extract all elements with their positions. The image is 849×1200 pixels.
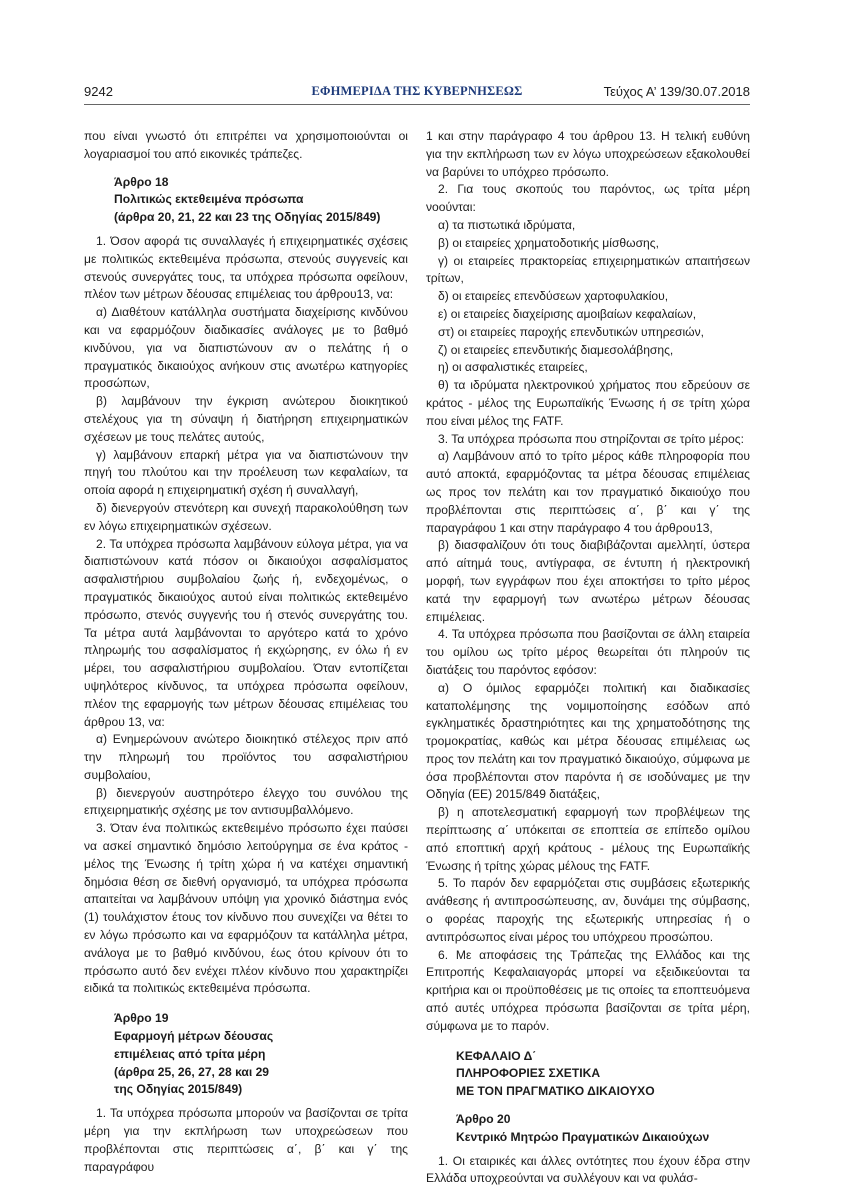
paragraph: α) Ο όμιλος εφαρμόζει πολιτική και διαδικασίες καταπολέμησης της νομιμοποίησης εσόδων από εγκληματικές δραστηριότητες και της χρηματοδότησης της τρομοκρατίας, καθώς και μέτρα δέουσας επιμέλειας ως προς τον πελάτη και τον πραγματικό δικαιούχο, σύμφωνα με όσα προβλέπονται στον παρόντα ή σε ισοδύναμες με την Οδηγία (ΕΕ) 2015/849 διατάξεις, bbox=[426, 680, 750, 802]
article-title: Άρθρο 20 bbox=[456, 1112, 511, 1127]
paragraph: α) Ενημερώνουν ανώτερο διοικητικό στέλεχος πριν από την πληρωμή του προϊόντος του ασφαλιστήριου συμβολαίου, bbox=[84, 732, 408, 782]
issue-reference: Τεύχος Α’ 139/30.07.2018 bbox=[603, 84, 750, 99]
article-subtitle-line: επιμέλειας από τρίτα μέρη bbox=[114, 1046, 266, 1061]
right-column bbox=[426, 128, 750, 1188]
list-item: γ) οι εταιρείες πρακτορείας επιχειρηματικών απαιτήσεων τρίτων, bbox=[426, 253, 750, 286]
paragraph: γ) λαμβάνουν επαρκή μέτρα για να διαπιστώνουν την πηγή του πλούτου και την προέλευση των κεφαλαίων, τα οποία αφορά η επιχειρηματική σχέση ή συναλλαγή, bbox=[84, 447, 408, 498]
paragraph: 3. Όταν ένα πολιτικώς εκτεθειμένο πρόσωπο έχει παύσει να ασκεί σημαντικό δημόσιο λειτούργημα σε ένα κράτος - μέλος της Ένωσης ή τρίτη χώρα ή να κατέχει σημαντική δημόσια θέση σε διεθνή οργανισμό, τα υπόχρεα πρόσωπα απαιτείται να λαμβάνουν υπόψη για χρονικό διάστημα ενός (1) τουλάχιστον έτους τον κίνδυνο που συνεχίζει να θέτει το εν λόγω πρόσωπο και να εφαρμόζουν τα κατάλληλα μέτρα, ανάλογα με το βαθμό κινδύνου, έως ότου κρίνουν ότι το πρόσωπο αυτό δεν ενέχει πλέον κίνδυνο που χαρακτηρίζει ειδικά τα πολιτικώς εκτεθειμένα πρόσωπα. bbox=[84, 821, 408, 996]
left-column bbox=[84, 128, 408, 1176]
paragraph: α) Λαμβάνουν από το τρίτο μέρος κάθε πληροφορία που αυτό αποκτά, εφαρμόζοντας τα μέτρα δέουσας επιμέλειας ως προς τον πελάτη και τον πραγματικό δικαιούχο που προβλέπονται στις περιπτώσεις α΄, β΄ και γ΄ της παραγράφου 1 και στην παράγραφο 4 του άρθρου13, bbox=[426, 449, 750, 535]
article-reference: (άρθρα 20, 21, 22 και 23 της Οδηγίας 2015/849) bbox=[114, 210, 381, 225]
list-item: α) τα πιστωτικά ιδρύματα, bbox=[438, 217, 576, 232]
article-subtitle: Πολιτικώς εκτεθειμένα πρόσωπα bbox=[114, 192, 304, 207]
article-subtitle: Κεντρικό Μητρώο Πραγματικών Δικαιούχων bbox=[456, 1129, 710, 1144]
chapter-title: ΚΕΦΑΛΑΙΟ Δ΄ bbox=[456, 1048, 537, 1063]
page-number: 9242 bbox=[84, 84, 113, 99]
chapter-subtitle-line: ΠΛΗΡΟΦΟΡΙΕΣ ΣΧΕΤΙΚΑ bbox=[456, 1066, 601, 1081]
article-18-heading bbox=[84, 174, 408, 227]
list-item: β) οι εταιρείες χρηματοδοτικής μίσθωσης, bbox=[438, 235, 659, 250]
header-rule bbox=[84, 104, 750, 105]
paragraph: β) η αποτελεσματική εφαρμογή των προβλέψεων της περίπτωσης α΄ υπόκειται σε εποπτεία σε επίπεδο ομίλου από εποπτική αρχή κράτους - μέλους της Ευρωπαϊκής Ένωσης ή τρίτης χώρας μέλους της FATF. bbox=[426, 805, 750, 873]
article-title: Άρθρο 18 bbox=[114, 174, 169, 189]
paragraph: 5. Το παρόν δεν εφαρμόζεται στις συμβάσεις εξωτερικής ανάθεσης ή αντιπροσώπευσης, αν, δυνάμει της σύμβασης, ο φορέας παροχής της εξωτερικής υπηρεσίας ή ο αντιπρόσωπος είναι μέρος του υπόχρεου προσώπου. bbox=[426, 876, 750, 944]
paragraph: 4. Τα υπόχρεα πρόσωπα που βασίζονται σε άλλη εταιρεία του ομίλου ως τρίτο μέρος θεωρείται ότι πληρούν τις διατάξεις του παρόντος εφόσον: bbox=[426, 627, 750, 677]
chapter-heading bbox=[426, 1048, 750, 1101]
paragraph: 1. Οι εταιρικές και άλλες οντότητες που έχουν έδρα στην Ελλάδα υποχρεούνται να συλλέγουν και να φυλάσ- bbox=[426, 1153, 750, 1186]
paragraph: δ) διενεργούν στενότερη και συνεχή παρακολούθηση των εν λόγω επιχειρηματικών σχέσεων. bbox=[84, 500, 408, 533]
paragraph: 1 και στην παράγραφο 4 του άρθρου 13. Η τελική ευθύνη για την εκπλήρωση των εν λόγω υποχρεώσεων εξακολουθεί να βαρύνει το υπόχρεο πρόσωπο. bbox=[426, 129, 750, 179]
paragraph: β) διενεργούν αυστηρότερο έλεγχο του συνόλου της επιχειρηματικής σχέσης με τον αντισυμβαλλόμενο. bbox=[84, 785, 408, 818]
article-subtitle-line: Εφαρμογή μέτρων δέουσας bbox=[114, 1029, 274, 1044]
list-item: δ) οι εταιρείες επενδύσεων χαρτοφυλακίου, bbox=[438, 289, 669, 304]
paragraph: 3. Τα υπόχρεα πρόσωπα που στηρίζονται σε τρίτο μέρος: bbox=[438, 431, 744, 446]
list-item: θ) τα ιδρύματα ηλεκτρονικού χρήματος που εδρεύουν σε κράτος - μέλος της Ευρωπαϊκής Ένωσης ή σε τρίτη χώρα που είναι μέλος της FATF. bbox=[426, 378, 750, 428]
article-reference-line: της Οδηγίας 2015/849) bbox=[114, 1082, 243, 1097]
paragraph: 2. Για τους σκοπούς του παρόντος, ως τρίτα μέρη νοούνται: bbox=[426, 182, 750, 215]
list-item: η) οι ασφαλιστικές εταιρείες, bbox=[438, 360, 588, 375]
article-title: Άρθρο 19 bbox=[114, 1011, 169, 1026]
chapter-subtitle-line: ΜΕ ΤΟΝ ΠΡΑΓΜΑΤΙΚΟ ΔΙΚΑΙΟΥΧΟ bbox=[456, 1084, 655, 1099]
paragraph: β) λαμβάνουν την έγκριση ανώτερου διοικητικού στελέχους για τη σύναψη ή διατήρηση επιχειρηματικών σχέσεων με τους πελάτες αυτούς, bbox=[84, 394, 408, 444]
list-item: στ) οι εταιρείες παροχής επενδυτικών υπηρεσιών, bbox=[438, 324, 705, 339]
list-item: ζ) οι εταιρείες επενδυτικής διαμεσολάβησης, bbox=[438, 342, 674, 357]
paragraph: 6. Με αποφάσεις της Τράπεζας της Ελλάδος και της Επιτροπής Κεφαλαιαγοράς μπορεί να εξειδικεύονται τα κριτήρια και οι προϋποθέσεις με τις οποίες τα εποπτευόμενα από αυτές υπόχρεα πρόσωπα βασίζονται σε τρίτα μέρη, σύμφωνα με το παρόν. bbox=[426, 947, 750, 1033]
article-19-heading bbox=[84, 1010, 408, 1099]
paragraph: 2. Τα υπόχρεα πρόσωπα λαμβάνουν εύλογα μέτρα, για να διαπιστώνουν κατά πόσον οι δικαιούχοι ασφαλίσματος ασφαλιστήριου συμβολαίου ζωής ή, ενδεχομένως, ο πραγματικός δικαιούχος αυτού είναι πολιτικώς εκτεθειμένο πρόσωπο, στενός συγγενής του ή στενός συνεργάτης του. Τα μέτρα αυτά λαμβάνονται το αργότερο κατά το χρόνο πληρωμής του ασφαλίσματος ή εκχώρησης, εν όλω ή εν μέρει, του ασφαλιστήριου συμβολαίου. Όταν εντοπίζεται υψηλότερος κίνδυνος, τα υπόχρεα πρόσωπα οφείλουν, πλέον της εφαρμογής των μέτρων δέουσας επιμέλειας του άρθρου 13, να: bbox=[84, 536, 408, 729]
paragraph: που είναι γνωστό ότι επιτρέπει να χρησιμοποιούνται οι λογαριασμοί του από εικονικές τράπεζες. bbox=[84, 129, 408, 161]
paragraph: 1. Τα υπόχρεα πρόσωπα μπορούν να βασίζονται σε τρίτα μέρη για την εκπλήρωση των υποχρεώσεων που προβλέπονται στις περιπτώσεις α΄, β΄ και γ΄ της παραγράφου bbox=[84, 1106, 408, 1174]
paragraph: 1. Όσον αφορά τις συναλλαγές ή επιχειρηματικές σχέσεις με πολιτικώς εκτεθειμένα πρόσωπα, στενούς συγγενείς και στενούς συνεργάτες τους, τα υπόχρεα πρόσωπα οφείλουν, πλέον των μέτρων δέουσας επιμέλειας του άρθρου13, να: bbox=[84, 233, 408, 302]
paragraph: α) Διαθέτουν κατάλληλα συστήματα διαχείρισης κινδύνου και να εφαρμόζουν διαδικασίες ανάλογες με το βαθμό κινδύνου, για να διαπιστώνουν αν ο πελάτης ή ο πραγματικός δικαιούχος ανήκουν στις ανωτέρω κατηγορίες προσώπων, bbox=[84, 305, 408, 391]
paragraph: β) διασφαλίζουν ότι τους διαβιβάζονται αμελλητί, ύστερα από αίτημά τους, αντίγραφα, σε έντυπη ή ηλεκτρονική μορφή, των εγγράφων που έχει αποκτήσει το τρίτο μέρος κατά την εφαρμογή των ανωτέρω μέτρων δέουσας επιμέλειας. bbox=[426, 538, 750, 624]
list-item: ε) οι εταιρείες διαχείρισης αμοιβαίων κεφαλαίων, bbox=[438, 306, 697, 321]
article-20-heading bbox=[426, 1111, 750, 1147]
article-reference-line: (άρθρα 25, 26, 27, 28 και 29 bbox=[114, 1064, 270, 1079]
page-header bbox=[84, 80, 750, 106]
gazette-title: ΕΦΗΜΕΡΙΔΑ ΤΗΣ ΚΥΒΕΡΝΗΣΕΩΣ bbox=[311, 84, 523, 98]
